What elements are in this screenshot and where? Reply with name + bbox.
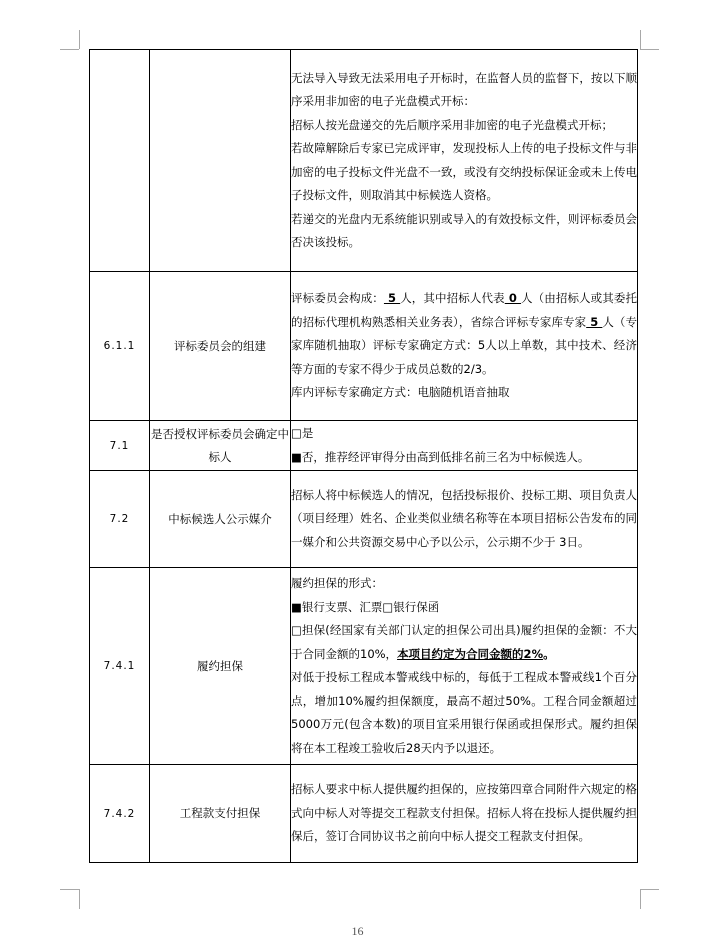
- clause-number-cell: 7.4.1: [90, 568, 150, 765]
- page-number: 16: [351, 924, 364, 938]
- clause-number-cell: [90, 50, 150, 272]
- clause-number-cell: 6.1.1: [90, 272, 150, 421]
- corner-mark-top-left-v: [79, 30, 80, 49]
- table-row: [90, 50, 638, 272]
- clause-number-cell: 7.1: [90, 421, 150, 471]
- expert-selection-method: 库内评标专家确定方式：电脑随机语音抽取: [291, 385, 510, 400]
- paragraph: 无法导入导致无法采用电子开标时，在监督人员的监督下，按以下顺序采用非加密的电子光盘模式开标：: [291, 70, 637, 108]
- bid-data-table: [89, 49, 638, 863]
- paragraph: 若故障解除后专家已完成评审，发现投标人上传的电子投标文件与非加密的电子投标文件光盘不一致，或没有交纳投标保证金或未上传电子投标文件，则取消其中标候选人资格。: [291, 141, 637, 202]
- corner-mark-bottom-right-h: [640, 889, 659, 890]
- clause-content-cell: [291, 50, 638, 272]
- table-row: [90, 272, 638, 421]
- paragraph: 招标人要求中标人提供履约担保的，应按第四章合同附件六规定的格式向中标人对等提交工程款支付担保。招标人将在投标人提供履约担保后，签订合同协议书之前向中标人提交工程款支付担保。: [291, 782, 637, 844]
- expert-count-value: 5: [586, 314, 603, 329]
- text-span: 人（由招标人或其委托的招标代理机构熟悉相关业务表），省综合评标专家库专家: [291, 291, 638, 329]
- clause-item-cell: 评标委员会的组建: [150, 272, 291, 421]
- committee-composition-text: [291, 287, 637, 381]
- option-no: ■否，推荐经评审得分由高到低排名前三名为中标候选人。: [291, 449, 590, 464]
- table-row: [90, 421, 638, 471]
- text-span: 。: [543, 646, 555, 661]
- clause-content-cell: [291, 765, 638, 863]
- text-span: 人（专家库随机抽取）评标专家确定方式：5人以上单数，其中技术、经济等方面的专家不得少于成员总数的2/3。: [291, 314, 638, 376]
- paragraph: ■银行支票、汇票□银行保函: [291, 599, 440, 614]
- employer-rep-value: 0: [504, 291, 521, 306]
- corner-mark-top-right-h: [640, 49, 659, 50]
- employer-total-value: 5: [383, 291, 401, 306]
- table-row: [90, 471, 638, 568]
- clause-content-cell: [291, 272, 638, 421]
- corner-mark-bottom-left-h: [60, 889, 79, 890]
- paragraph: 招标人按光盘递交的先后顺序采用非加密的电子光盘模式开标；: [291, 117, 613, 132]
- paragraph: 若递交的光盘内无系统能识别或导入的有效投标文件，则评标委员会否决该投标。: [291, 211, 637, 249]
- corner-mark-top-left-h: [60, 49, 79, 50]
- clause-content-cell: [291, 471, 638, 568]
- clause-number-cell: 7.4.2: [90, 765, 150, 863]
- text-span: 评标委员会构成：: [291, 291, 384, 306]
- option-yes: □是: [291, 426, 314, 440]
- table-row: [90, 568, 638, 765]
- clause-content-cell: [291, 421, 638, 471]
- paragraph: 履约担保的形式：: [291, 576, 383, 590]
- paragraph: 招标人将中标候选人的情况，包括投标报价、投标工期、项目负责人（项目经理）姓名、企业类似业绩名称等在本项目招标公告发布的同一媒介和公共资源交易中心予以公示，公示期不少于 3日。: [291, 487, 637, 549]
- clause-content-cell: [291, 568, 638, 765]
- clause-item-cell: 中标候选人公示媒介: [150, 471, 291, 568]
- corner-mark-bottom-right-v: [640, 889, 641, 909]
- paragraph: 对低于投标工程成本警戒线中标的，每低于工程成本警戒线1个百分点，增加10%履约担保额度，最高不超过50%。工程合同金额超过5000万元(包含本数)的项目宜采用银行保函或担保形式。履约担保将在本工程竣工验收后28天内予以退还。: [291, 670, 637, 755]
- contract-percentage-text: 本项目约定为合同金额的2%: [397, 646, 544, 661]
- clause-item-cell: [150, 50, 291, 272]
- clause-item-cell: 是否授权评标委员会确定中标人: [150, 421, 291, 471]
- text-span: 人，其中招标人代表: [400, 291, 505, 306]
- corner-mark-bottom-left-v: [79, 889, 80, 909]
- table-row: [90, 765, 638, 863]
- corner-mark-top-right-v: [640, 30, 641, 49]
- clause-item-cell: 履约担保: [150, 568, 291, 765]
- text-span: □担保(经国家有关部门认定的担保公司出具)履约担保的金额：不大于合同金额的10%，: [291, 623, 637, 661]
- clause-number-cell: 7.2: [90, 471, 150, 568]
- clause-item-cell: 工程款支付担保: [150, 765, 291, 863]
- paragraph: [291, 619, 637, 666]
